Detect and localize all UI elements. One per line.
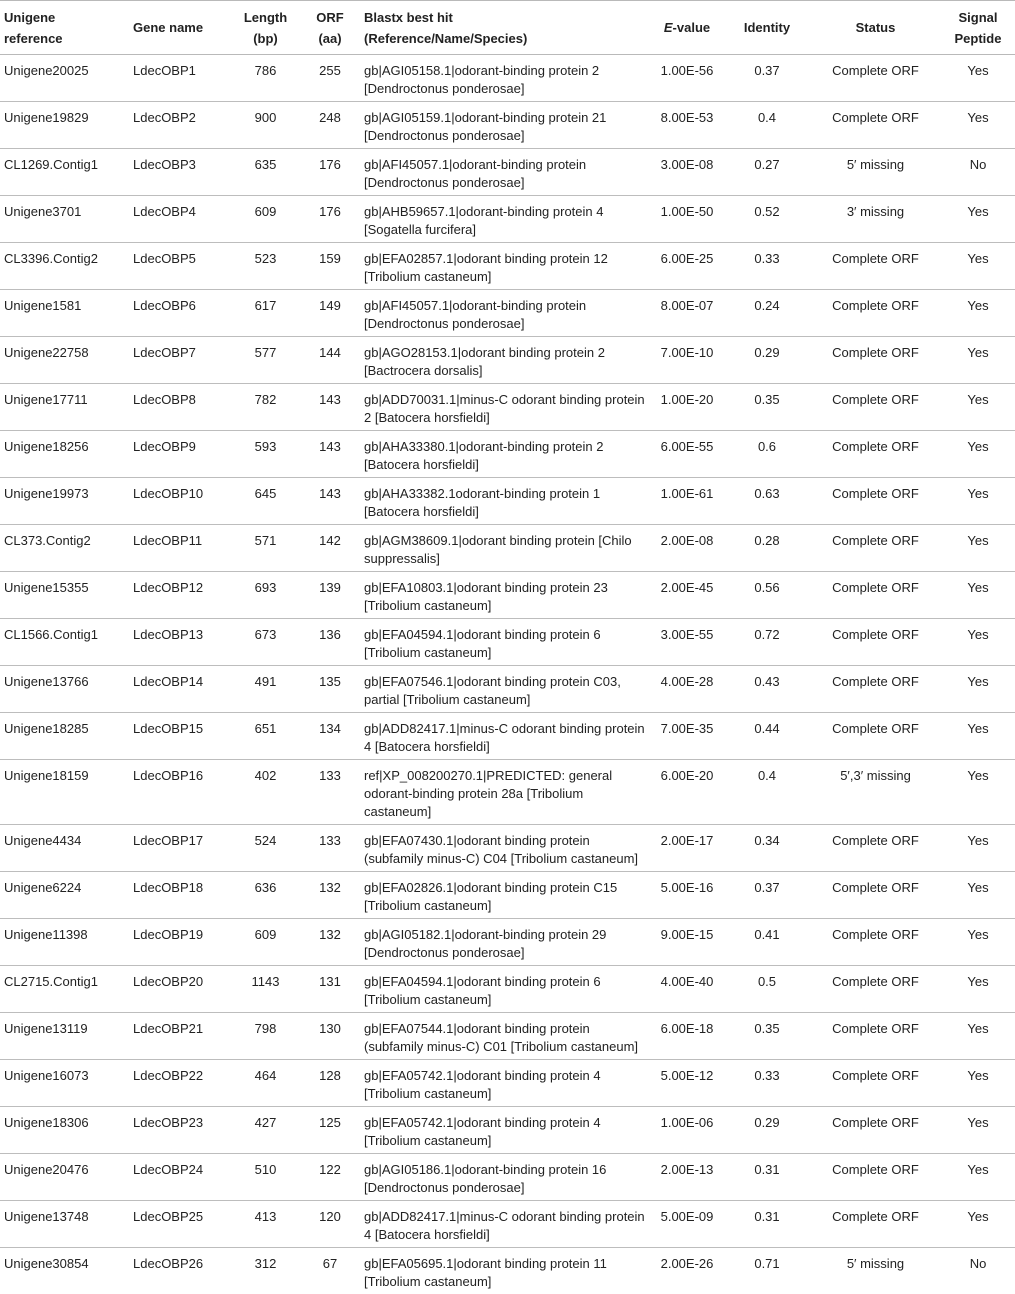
unigene-reference-cell: Unigene3701: [0, 196, 129, 243]
e-value-cell: 1.00E-20: [650, 384, 724, 431]
gene-name-cell: LdecOBP22: [129, 1060, 231, 1107]
orf-cell: 135: [300, 666, 360, 713]
length-cell: 609: [231, 919, 300, 966]
header-signal-peptide: Signal Peptide: [941, 1, 1015, 55]
gene-name-cell: LdecOBP15: [129, 713, 231, 760]
unigene-reference-cell: Unigene19973: [0, 478, 129, 525]
status-cell: Complete ORF: [810, 966, 941, 1013]
unigene-reference-cell: Unigene18306: [0, 1107, 129, 1154]
signal-peptide-cell: No: [941, 149, 1015, 196]
unigene-reference-cell: CL1566.Contig1: [0, 619, 129, 666]
signal-peptide-cell: Yes: [941, 619, 1015, 666]
length-cell: 402: [231, 760, 300, 825]
table-row: [0, 1154, 1015, 1201]
length-cell: 593: [231, 431, 300, 478]
identity-cell: 0.5: [724, 966, 810, 1013]
orf-cell: 139: [300, 572, 360, 619]
length-cell: 1143: [231, 966, 300, 1013]
unigene-reference-cell: Unigene18256: [0, 431, 129, 478]
unigene-reference-cell: Unigene1581: [0, 290, 129, 337]
status-cell: 5′,3′ missing: [810, 760, 941, 825]
unigene-reference-cell: Unigene30854: [0, 1248, 129, 1294]
identity-cell: 0.37: [724, 872, 810, 919]
blastx-hit-cell: gb|ADD82417.1|minus-C odorant binding protein 4 [Batocera horsfieldi]: [360, 713, 650, 760]
orf-cell: 132: [300, 919, 360, 966]
unigene-reference-cell: CL3396.Contig2: [0, 243, 129, 290]
orf-cell: 176: [300, 149, 360, 196]
blastx-hit-cell: ref|XP_008200270.1|PREDICTED: general odorant-binding protein 28a [Tribolium castaneum]: [360, 760, 650, 825]
status-cell: Complete ORF: [810, 1013, 941, 1060]
signal-peptide-cell: Yes: [941, 196, 1015, 243]
identity-cell: 0.31: [724, 1201, 810, 1248]
identity-cell: 0.29: [724, 1107, 810, 1154]
unigene-reference-cell: Unigene6224: [0, 872, 129, 919]
length-cell: 577: [231, 337, 300, 384]
e-value-cell: 5.00E-09: [650, 1201, 724, 1248]
blastx-hit-cell: gb|AFI45057.1|odorant-binding protein [Dendroctonus ponderosae]: [360, 149, 650, 196]
gene-name-cell: LdecOBP11: [129, 525, 231, 572]
length-cell: 798: [231, 1013, 300, 1060]
unigene-reference-cell: Unigene22758: [0, 337, 129, 384]
status-cell: Complete ORF: [810, 619, 941, 666]
status-cell: Complete ORF: [810, 666, 941, 713]
orf-cell: 248: [300, 102, 360, 149]
blastx-hit-cell: gb|AHB59657.1|odorant-binding protein 4 [Sogatella furcifera]: [360, 196, 650, 243]
identity-cell: 0.28: [724, 525, 810, 572]
e-value-cell: 1.00E-06: [650, 1107, 724, 1154]
table-row: [0, 196, 1015, 243]
gene-name-cell: LdecOBP10: [129, 478, 231, 525]
orf-cell: 143: [300, 478, 360, 525]
table-row: [0, 825, 1015, 872]
identity-cell: 0.34: [724, 825, 810, 872]
table-row: [0, 713, 1015, 760]
orf-cell: 143: [300, 431, 360, 478]
signal-peptide-cell: Yes: [941, 966, 1015, 1013]
gene-name-cell: LdecOBP5: [129, 243, 231, 290]
orf-cell: 132: [300, 872, 360, 919]
length-cell: 635: [231, 149, 300, 196]
e-value-cell: 3.00E-08: [650, 149, 724, 196]
signal-peptide-cell: Yes: [941, 919, 1015, 966]
gene-name-cell: LdecOBP4: [129, 196, 231, 243]
gene-name-cell: LdecOBP17: [129, 825, 231, 872]
status-cell: Complete ORF: [810, 825, 941, 872]
identity-cell: 0.4: [724, 102, 810, 149]
table-row: [0, 1248, 1015, 1294]
e-value-cell: 1.00E-50: [650, 196, 724, 243]
unigene-reference-cell: Unigene20025: [0, 55, 129, 102]
identity-cell: 0.37: [724, 55, 810, 102]
signal-peptide-cell: Yes: [941, 55, 1015, 102]
unigene-reference-cell: Unigene19829: [0, 102, 129, 149]
e-value-cell: 8.00E-53: [650, 102, 724, 149]
identity-cell: 0.33: [724, 1060, 810, 1107]
orf-cell: 125: [300, 1107, 360, 1154]
identity-cell: 0.71: [724, 1248, 810, 1294]
identity-cell: 0.4: [724, 760, 810, 825]
e-value-cell: 2.00E-45: [650, 572, 724, 619]
signal-peptide-cell: Yes: [941, 525, 1015, 572]
length-cell: 523: [231, 243, 300, 290]
table-row: [0, 1013, 1015, 1060]
signal-peptide-cell: Yes: [941, 572, 1015, 619]
status-cell: Complete ORF: [810, 713, 941, 760]
blastx-hit-cell: gb|AHA33382.1odorant-binding protein 1 [Batocera horsfieldi]: [360, 478, 650, 525]
blastx-hit-cell: gb|EFA07544.1|odorant binding protein (subfamily minus-C) C01 [Tribolium castaneum]: [360, 1013, 650, 1060]
e-value-cell: 6.00E-18: [650, 1013, 724, 1060]
gene-name-cell: LdecOBP3: [129, 149, 231, 196]
blastx-hit-cell: gb|EFA07430.1|odorant binding protein (subfamily minus-C) C04 [Tribolium castaneum]: [360, 825, 650, 872]
e-value-cell: 3.00E-55: [650, 619, 724, 666]
status-cell: Complete ORF: [810, 919, 941, 966]
table-row: [0, 102, 1015, 149]
signal-peptide-cell: Yes: [941, 337, 1015, 384]
gene-name-cell: LdecOBP18: [129, 872, 231, 919]
unigene-reference-cell: Unigene13748: [0, 1201, 129, 1248]
unigene-reference-cell: Unigene16073: [0, 1060, 129, 1107]
e-value-cell: 7.00E-35: [650, 713, 724, 760]
e-value-cell: 1.00E-61: [650, 478, 724, 525]
blastx-hit-cell: gb|EFA05695.1|odorant binding protein 11 [Tribolium castaneum]: [360, 1248, 650, 1294]
status-cell: Complete ORF: [810, 1060, 941, 1107]
signal-peptide-cell: Yes: [941, 1201, 1015, 1248]
signal-peptide-cell: Yes: [941, 102, 1015, 149]
blastx-hit-cell: gb|ADD70031.1|minus-C odorant binding protein 2 [Batocera horsfieldi]: [360, 384, 650, 431]
table-row: [0, 760, 1015, 825]
signal-peptide-cell: Yes: [941, 478, 1015, 525]
length-cell: 510: [231, 1154, 300, 1201]
length-cell: 673: [231, 619, 300, 666]
status-cell: Complete ORF: [810, 384, 941, 431]
length-cell: 571: [231, 525, 300, 572]
blastx-hit-cell: gb|ADD82417.1|minus-C odorant binding protein 4 [Batocera horsfieldi]: [360, 1201, 650, 1248]
signal-peptide-cell: Yes: [941, 384, 1015, 431]
identity-cell: 0.63: [724, 478, 810, 525]
length-cell: 651: [231, 713, 300, 760]
orf-cell: 255: [300, 55, 360, 102]
status-cell: 5′ missing: [810, 1248, 941, 1294]
e-value-cell: 7.00E-10: [650, 337, 724, 384]
status-cell: Complete ORF: [810, 102, 941, 149]
table-row: [0, 919, 1015, 966]
orf-cell: 149: [300, 290, 360, 337]
length-cell: 427: [231, 1107, 300, 1154]
unigene-reference-cell: Unigene20476: [0, 1154, 129, 1201]
blastx-hit-cell: gb|AGO28153.1|odorant binding protein 2 [Bactrocera dorsalis]: [360, 337, 650, 384]
unigene-reference-cell: Unigene18159: [0, 760, 129, 825]
signal-peptide-cell: Yes: [941, 872, 1015, 919]
orf-cell: 144: [300, 337, 360, 384]
signal-peptide-cell: Yes: [941, 760, 1015, 825]
signal-peptide-cell: Yes: [941, 713, 1015, 760]
identity-cell: 0.27: [724, 149, 810, 196]
length-cell: 636: [231, 872, 300, 919]
length-cell: 900: [231, 102, 300, 149]
signal-peptide-cell: Yes: [941, 1060, 1015, 1107]
identity-cell: 0.52: [724, 196, 810, 243]
length-cell: 645: [231, 478, 300, 525]
blastx-hit-cell: gb|EFA04594.1|odorant binding protein 6 [Tribolium castaneum]: [360, 619, 650, 666]
status-cell: 5′ missing: [810, 149, 941, 196]
e-value-cell: 2.00E-13: [650, 1154, 724, 1201]
signal-peptide-cell: Yes: [941, 1107, 1015, 1154]
e-value-cell: 6.00E-25: [650, 243, 724, 290]
header-status: Status: [810, 1, 941, 55]
table-row: [0, 1201, 1015, 1248]
identity-cell: 0.6: [724, 431, 810, 478]
header-orf: ORF (aa): [300, 1, 360, 55]
unigene-reference-cell: CL1269.Contig1: [0, 149, 129, 196]
e-value-cell: 5.00E-12: [650, 1060, 724, 1107]
table-row: [0, 337, 1015, 384]
e-value-cell: 6.00E-20: [650, 760, 724, 825]
gene-name-cell: LdecOBP25: [129, 1201, 231, 1248]
orf-cell: 134: [300, 713, 360, 760]
gene-name-cell: LdecOBP2: [129, 102, 231, 149]
identity-cell: 0.72: [724, 619, 810, 666]
table-row: [0, 572, 1015, 619]
header-row: [0, 1, 1015, 55]
gene-name-cell: LdecOBP12: [129, 572, 231, 619]
blastx-hit-cell: gb|AFI45057.1|odorant-binding protein [Dendroctonus ponderosae]: [360, 290, 650, 337]
status-cell: Complete ORF: [810, 55, 941, 102]
length-cell: 312: [231, 1248, 300, 1294]
blastx-hit-cell: gb|EFA10803.1|odorant binding protein 23 [Tribolium castaneum]: [360, 572, 650, 619]
length-cell: 524: [231, 825, 300, 872]
table-row: [0, 525, 1015, 572]
table-row: [0, 431, 1015, 478]
identity-cell: 0.43: [724, 666, 810, 713]
gene-name-cell: LdecOBP9: [129, 431, 231, 478]
identity-cell: 0.24: [724, 290, 810, 337]
table-row: [0, 872, 1015, 919]
table-row: [0, 55, 1015, 102]
gene-name-cell: LdecOBP7: [129, 337, 231, 384]
length-cell: 464: [231, 1060, 300, 1107]
blastx-hit-cell: gb|AGM38609.1|odorant binding protein [Chilo suppressalis]: [360, 525, 650, 572]
gene-name-cell: LdecOBP8: [129, 384, 231, 431]
unigene-reference-cell: Unigene11398: [0, 919, 129, 966]
identity-cell: 0.44: [724, 713, 810, 760]
table-row: [0, 149, 1015, 196]
identity-cell: 0.33: [724, 243, 810, 290]
unigene-reference-cell: CL373.Contig2: [0, 525, 129, 572]
gene-name-cell: LdecOBP24: [129, 1154, 231, 1201]
header-blastx-best-hit: Blastx best hit (Reference/Name/Species): [360, 1, 650, 55]
e-value-cell: 2.00E-08: [650, 525, 724, 572]
status-cell: Complete ORF: [810, 1154, 941, 1201]
gene-name-cell: LdecOBP19: [129, 919, 231, 966]
table-row: [0, 290, 1015, 337]
signal-peptide-cell: Yes: [941, 1013, 1015, 1060]
gene-name-cell: LdecOBP14: [129, 666, 231, 713]
blastx-hit-cell: gb|EFA05742.1|odorant binding protein 4 [Tribolium castaneum]: [360, 1060, 650, 1107]
identity-cell: 0.41: [724, 919, 810, 966]
header-e-value: E-value: [650, 1, 724, 55]
e-value-cell: 2.00E-26: [650, 1248, 724, 1294]
identity-cell: 0.35: [724, 1013, 810, 1060]
table-body: [0, 55, 1015, 1294]
e-value-cell: 2.00E-17: [650, 825, 724, 872]
status-cell: Complete ORF: [810, 478, 941, 525]
gene-name-cell: LdecOBP21: [129, 1013, 231, 1060]
gene-name-cell: LdecOBP20: [129, 966, 231, 1013]
signal-peptide-cell: Yes: [941, 290, 1015, 337]
length-cell: 617: [231, 290, 300, 337]
status-cell: Complete ORF: [810, 872, 941, 919]
table-row: [0, 478, 1015, 525]
length-cell: 609: [231, 196, 300, 243]
table-row: [0, 1107, 1015, 1154]
e-value-cell: 4.00E-28: [650, 666, 724, 713]
signal-peptide-cell: Yes: [941, 825, 1015, 872]
e-value-cell: 9.00E-15: [650, 919, 724, 966]
signal-peptide-cell: No: [941, 1248, 1015, 1294]
blastx-hit-cell: gb|EFA02857.1|odorant binding protein 12 [Tribolium castaneum]: [360, 243, 650, 290]
blastx-hit-cell: gb|EFA07546.1|odorant binding protein C03, partial [Tribolium castaneum]: [360, 666, 650, 713]
orf-cell: 130: [300, 1013, 360, 1060]
blastx-hit-cell: gb|AHA33380.1|odorant-binding protein 2 [Batocera horsfieldi]: [360, 431, 650, 478]
status-cell: Complete ORF: [810, 525, 941, 572]
blastx-hit-cell: gb|EFA04594.1|odorant binding protein 6 [Tribolium castaneum]: [360, 966, 650, 1013]
header-length: Length (bp): [231, 1, 300, 55]
unigene-reference-cell: Unigene13119: [0, 1013, 129, 1060]
identity-cell: 0.29: [724, 337, 810, 384]
orf-cell: 142: [300, 525, 360, 572]
table-row: [0, 1060, 1015, 1107]
header-unigene-reference: Unigene reference: [0, 1, 129, 55]
length-cell: 413: [231, 1201, 300, 1248]
table-row: [0, 243, 1015, 290]
table-row: [0, 384, 1015, 431]
length-cell: 786: [231, 55, 300, 102]
status-cell: Complete ORF: [810, 290, 941, 337]
table-row: [0, 966, 1015, 1013]
orf-cell: 122: [300, 1154, 360, 1201]
signal-peptide-cell: Yes: [941, 1154, 1015, 1201]
gene-name-cell: LdecOBP26: [129, 1248, 231, 1294]
header-gene-name: Gene name: [129, 1, 231, 55]
e-value-cell: 8.00E-07: [650, 290, 724, 337]
signal-peptide-cell: Yes: [941, 431, 1015, 478]
gene-name-cell: LdecOBP1: [129, 55, 231, 102]
status-cell: Complete ORF: [810, 1107, 941, 1154]
table-row: [0, 666, 1015, 713]
unigene-reference-cell: Unigene18285: [0, 713, 129, 760]
unigene-reference-cell: Unigene13766: [0, 666, 129, 713]
orf-cell: 133: [300, 760, 360, 825]
identity-cell: 0.31: [724, 1154, 810, 1201]
identity-cell: 0.35: [724, 384, 810, 431]
blastx-hit-cell: gb|AGI05182.1|odorant-binding protein 29 [Dendroctonus ponderosae]: [360, 919, 650, 966]
blastx-hit-cell: gb|EFA05742.1|odorant binding protein 4 [Tribolium castaneum]: [360, 1107, 650, 1154]
gene-name-cell: LdecOBP16: [129, 760, 231, 825]
gene-name-cell: LdecOBP6: [129, 290, 231, 337]
blastx-hit-cell: gb|EFA02826.1|odorant binding protein C15 [Tribolium castaneum]: [360, 872, 650, 919]
status-cell: Complete ORF: [810, 337, 941, 384]
e-value-cell: 5.00E-16: [650, 872, 724, 919]
unigene-reference-cell: Unigene15355: [0, 572, 129, 619]
blastx-hit-cell: gb|AGI05158.1|odorant-binding protein 2 [Dendroctonus ponderosae]: [360, 55, 650, 102]
length-cell: 693: [231, 572, 300, 619]
orf-cell: 128: [300, 1060, 360, 1107]
gene-name-cell: LdecOBP23: [129, 1107, 231, 1154]
unigene-reference-cell: CL2715.Contig1: [0, 966, 129, 1013]
orf-cell: 133: [300, 825, 360, 872]
length-cell: 782: [231, 384, 300, 431]
status-cell: Complete ORF: [810, 431, 941, 478]
signal-peptide-cell: Yes: [941, 243, 1015, 290]
unigene-reference-cell: Unigene4434: [0, 825, 129, 872]
orf-cell: 120: [300, 1201, 360, 1248]
status-cell: 3′ missing: [810, 196, 941, 243]
orf-cell: 131: [300, 966, 360, 1013]
orf-cell: 176: [300, 196, 360, 243]
signal-peptide-cell: Yes: [941, 666, 1015, 713]
blastx-hit-cell: gb|AGI05159.1|odorant-binding protein 21 [Dendroctonus ponderosae]: [360, 102, 650, 149]
blastx-hit-cell: gb|AGI05186.1|odorant-binding protein 16 [Dendroctonus ponderosae]: [360, 1154, 650, 1201]
length-cell: 491: [231, 666, 300, 713]
e-value-cell: 1.00E-56: [650, 55, 724, 102]
header-identity: Identity: [724, 1, 810, 55]
orf-cell: 67: [300, 1248, 360, 1294]
identity-cell: 0.56: [724, 572, 810, 619]
status-cell: Complete ORF: [810, 243, 941, 290]
orf-cell: 159: [300, 243, 360, 290]
status-cell: Complete ORF: [810, 1201, 941, 1248]
gene-name-cell: LdecOBP13: [129, 619, 231, 666]
e-value-cell: 6.00E-55: [650, 431, 724, 478]
table-row: [0, 619, 1015, 666]
e-value-cell: 4.00E-40: [650, 966, 724, 1013]
orf-cell: 136: [300, 619, 360, 666]
unigene-reference-cell: Unigene17711: [0, 384, 129, 431]
orf-cell: 143: [300, 384, 360, 431]
status-cell: Complete ORF: [810, 572, 941, 619]
